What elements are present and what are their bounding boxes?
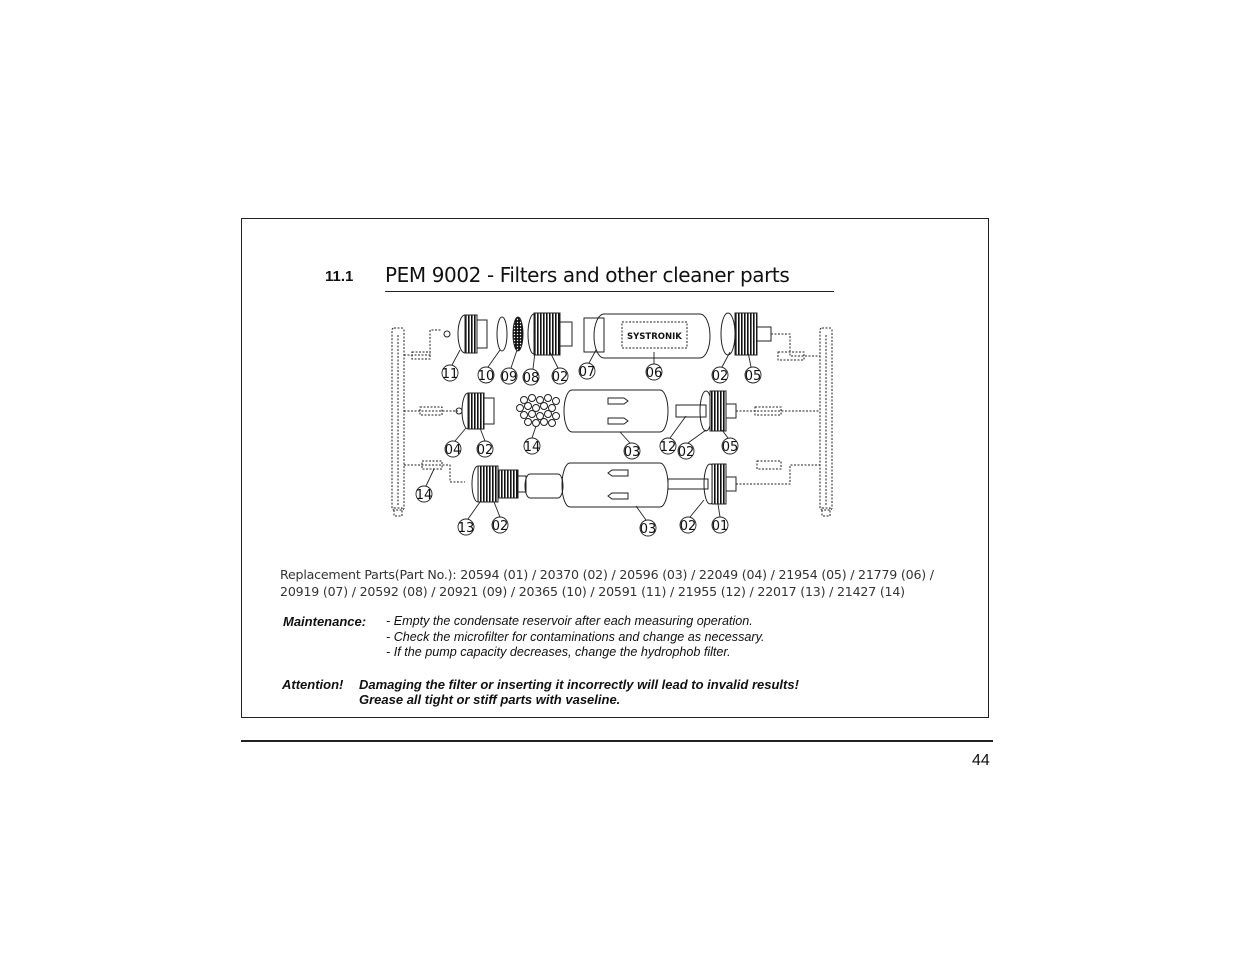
callout-labels bbox=[416, 365, 762, 537]
callout-07: 07 bbox=[578, 365, 596, 380]
maintenance-item: - Empty the condensate reservoir after each measuring operation. bbox=[386, 614, 753, 628]
callout-06: 06 bbox=[645, 366, 663, 381]
callout-02: 02 bbox=[677, 445, 695, 460]
callout-12: 12 bbox=[659, 440, 677, 455]
brand-logo: SYSTRONIK bbox=[627, 332, 682, 342]
section-number: 11.1 bbox=[325, 268, 354, 285]
right-bracket bbox=[820, 328, 832, 516]
maintenance-label: Maintenance: bbox=[283, 614, 367, 629]
page-number: 44 bbox=[972, 752, 990, 769]
replacement-parts-line-2: 20919 (07) / 20592 (08) / 20921 (09) / 20365 (10) / 20591 (11) / 21955 (12) / 22017 (13) / 21427 (14) bbox=[280, 584, 905, 599]
callout-02: 02 bbox=[679, 519, 697, 534]
callout-02: 02 bbox=[476, 443, 494, 458]
callout-03: 03 bbox=[623, 445, 641, 460]
callout-09: 09 bbox=[500, 370, 518, 385]
callout-02: 02 bbox=[491, 519, 509, 534]
granulate-pellets bbox=[517, 395, 560, 427]
replacement-parts-line-1: Replacement Parts(Part No.): 20594 (01) / 20370 (02) / 20596 (03) / 22049 (04) / 21954 (05) / 21779 (06) / bbox=[280, 567, 934, 582]
row3-parts bbox=[404, 461, 820, 507]
callout-10: 10 bbox=[477, 369, 495, 384]
maintenance-item: - If the pump capacity decreases, change the hydrophob filter. bbox=[386, 645, 731, 659]
attention-grease-note: Grease all tight or stiff parts with vaseline. bbox=[359, 692, 621, 707]
callout-03: 03 bbox=[639, 522, 657, 537]
section-title: PEM 9002 - Filters and other cleaner parts bbox=[385, 263, 790, 287]
attention-warning: Damaging the filter or inserting it incorrectly will lead to invalid results! bbox=[359, 677, 799, 692]
callout-01: 01 bbox=[711, 519, 729, 534]
callout-11: 11 bbox=[441, 367, 459, 382]
row2-parts bbox=[404, 390, 820, 432]
maintenance-item: - Check the microfilter for contaminations and change as necessary. bbox=[386, 630, 765, 644]
footer-rule bbox=[241, 740, 993, 742]
callout-13: 13 bbox=[457, 521, 475, 536]
title-underline bbox=[385, 291, 834, 292]
left-bracket bbox=[392, 328, 404, 516]
callout-08: 08 bbox=[522, 371, 540, 386]
callout-02: 02 bbox=[711, 369, 729, 384]
callout-04: 04 bbox=[444, 443, 462, 458]
callout-05: 05 bbox=[744, 369, 762, 384]
callout-05: 05 bbox=[721, 440, 739, 455]
callout-02: 02 bbox=[551, 370, 569, 385]
attention-label: Attention! bbox=[282, 677, 344, 692]
callout-14: 14 bbox=[415, 488, 433, 503]
row1-parts bbox=[404, 313, 820, 360]
callout-14: 14 bbox=[523, 440, 541, 455]
filter-parts-diagram bbox=[380, 300, 840, 545]
